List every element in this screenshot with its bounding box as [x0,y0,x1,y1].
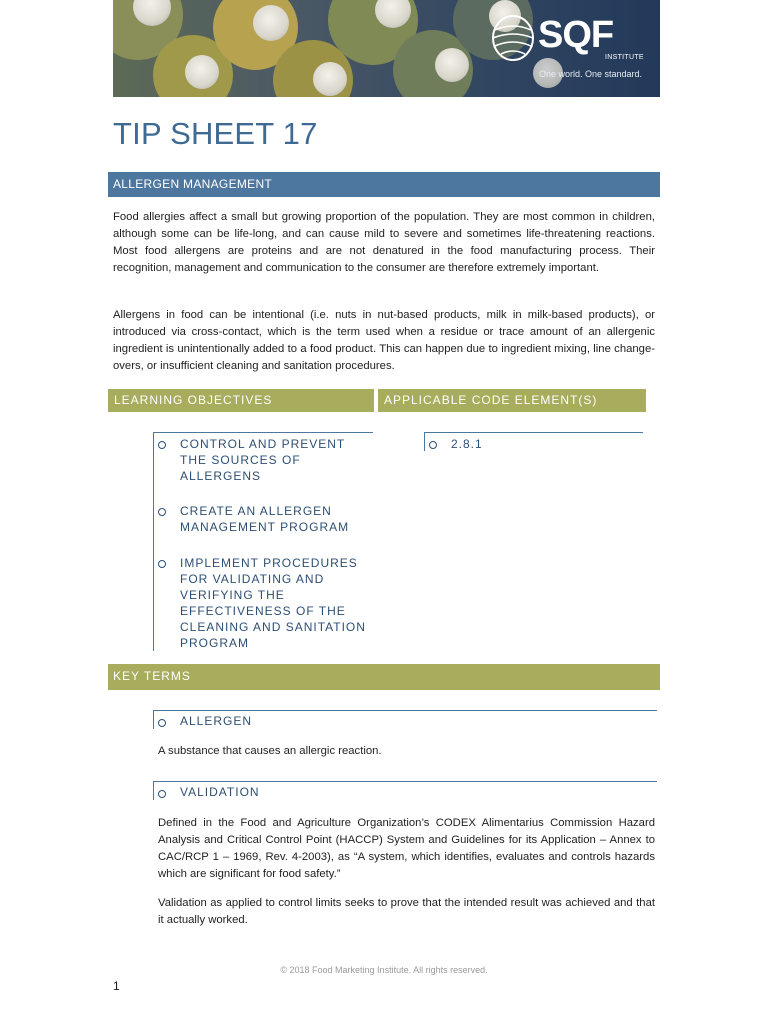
circle-bullet-icon [429,441,437,449]
intro-paragraph: Allergens in food can be intentional (i.e. nuts in nut-based products, milk in milk-based products), or introduced via cross-contact, which is the term used when a residue or trace amount of an allergenic ingredient is unintentionally added to a food product. This can happen due to ingredient mixing, line change-overs, or insufficient cleaning and sanitation procedures. [113,309,655,372]
page-number: 1 [113,979,120,993]
sqf-globe-icon [487,12,539,64]
copyright-footer: © 2018 Food Marketing Institute. All rights reserved. [280,965,488,975]
circle-bullet-icon [158,560,166,568]
section-heading: ALLERGEN MANAGEMENT [108,172,660,197]
circle-bullet-icon [158,719,166,727]
objective-line: ALLERGENS [180,469,262,483]
bottle-cap-image [313,62,347,96]
code-elements-list [424,432,643,451]
bottle-cap-image [253,5,289,41]
sqf-logo-subtext: INSTITUTE [605,54,644,61]
term-label: ALLERGEN [180,714,253,728]
learning-objectives-heading: LEARNING OBJECTIVES [108,389,374,412]
page-title: TIP SHEET 17 [113,116,318,151]
objective-line: FOR VALIDATING AND [180,572,325,586]
objective-line: CLEANING AND SANITATION [180,620,366,634]
bottle-cap-image [185,55,219,89]
code-elements-heading: APPLICABLE CODE ELEMENT(S) [378,389,646,412]
term-allergen [153,710,657,729]
objective-line: MANAGEMENT PROGRAM [180,520,350,534]
objective-line: VERIFYING THE [180,588,285,602]
circle-bullet-icon [158,790,166,798]
intro-paragraph: Food allergies affect a small but growing proportion of the population. They are most common in children, although some can be life-long, and can cause mild to severe and sometimes life-threatening reactions. Most food allergens are proteins and are not denatured in the food manufacturing process. Their recognition, management and communication to the consumer are therefore extremely important. [113,211,655,274]
objective-line: PROGRAM [180,636,250,650]
bottle-cap-image [435,48,469,82]
sqf-logo-text: SQF [538,14,614,56]
objective-line: CREATE AN ALLERGEN [180,504,332,518]
objective-line: THE SOURCES OF [180,453,301,467]
objectives-list [153,432,373,651]
circle-bullet-icon [158,441,166,449]
key-terms-heading: KEY TERMS [108,664,660,690]
tagline: One world. One standard. [539,69,643,79]
term-validation [153,781,657,800]
term-definition: Validation as applied to control limits seeks to prove that the intended result was achieved and that it actually worked. [158,897,655,926]
term-definition: Defined in the Food and Agriculture Organization’s CODEX Alimentarius Commission Hazard Analysis and Critical Control Point (HACCP) System and Guidelines for its Application – Annex to CAC/RCP 1 – 1969, Rev. 4-2003), as “A system, which identifies, evaluates and controls hazards which are significant for food safety.” [158,817,655,880]
term-definition: A substance that causes an allergic reaction. [158,745,382,757]
term-label: VALIDATION [180,785,260,799]
circle-bullet-icon [158,508,166,516]
objective-line: CONTROL AND PREVENT [180,437,346,451]
objective-line: EFFECTIVENESS OF THE [180,604,346,618]
objective-line: IMPLEMENT PROCEDURES [180,556,358,570]
code-element-item: 2.8.1 [451,437,483,451]
